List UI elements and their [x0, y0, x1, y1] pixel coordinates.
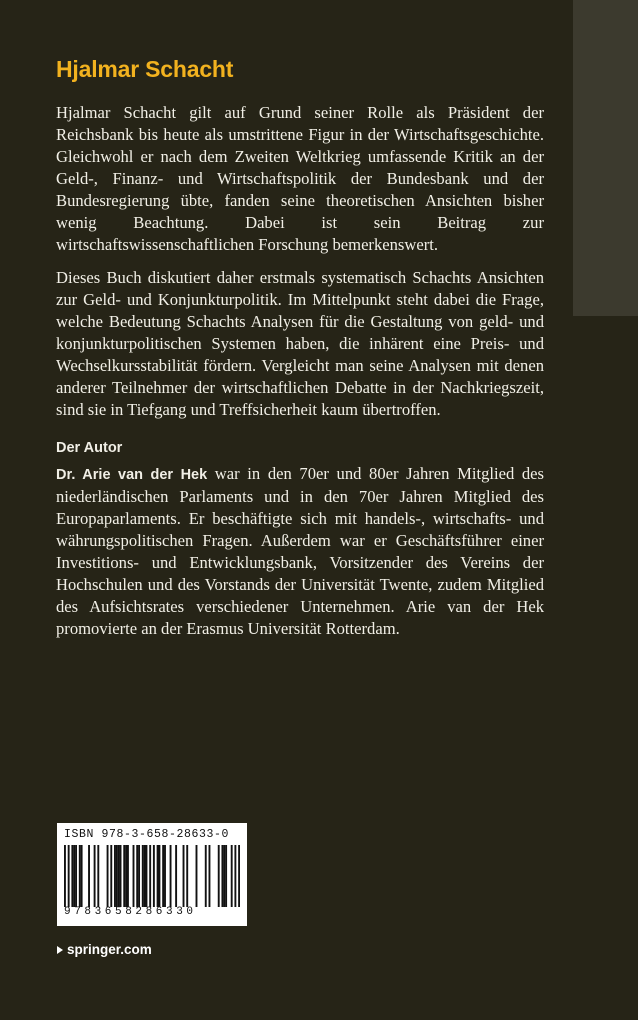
barcode-bar: [238, 845, 240, 907]
author-heading: Der Autor: [56, 440, 123, 456]
author-name: Dr. Arie van der Hek: [56, 467, 208, 483]
isbn-barcode: [57, 823, 247, 926]
barcode-bar: [162, 845, 164, 907]
barcode-bar: [68, 845, 70, 907]
barcode-bar: [118, 845, 120, 907]
barcode-bar: [133, 845, 135, 907]
barcode-bar: [144, 845, 146, 907]
barcode-bar: [97, 845, 99, 907]
barcode-bar: [79, 845, 81, 907]
barcode-bar: [196, 845, 198, 907]
blurb: [56, 102, 544, 651]
author-paragraph: [56, 463, 544, 640]
barcode-bar: [231, 845, 233, 907]
barcode-bar: [73, 845, 75, 907]
barcode-bar: [183, 845, 185, 907]
barcode-bar: [114, 845, 116, 907]
barcode-bar: [88, 845, 90, 907]
barcode-bar: [138, 845, 140, 907]
barcode-bar: [164, 845, 166, 907]
barcode-bar: [205, 845, 207, 907]
barcode-bar: [186, 845, 188, 907]
barcode-bar: [234, 845, 236, 907]
barcode-bar: [116, 845, 118, 907]
isbn-label: ISBN 978-3-658-28633-0: [64, 828, 230, 841]
barcode-bar: [136, 845, 138, 907]
barcode-bar: [75, 845, 77, 907]
publisher-link[interactable]: [57, 942, 152, 957]
barcode-bar: [107, 845, 109, 907]
author-bio: war in den 70er und 80er Jahren Mitglied des niederländischen Parlaments und in den 70er Jahren Mitglied des Europaparlaments. Er beschäftigte sich mit handels-, wirtschafts- und währungspolitischen Fragen. Außerdem war er Geschäftsführer einer Investitions- und Entwicklungsbank, Vorsitzender des Vereins der Hochschulen und des Vorstands der Universität Twente, zudem Mitglied des Aufsichtsrates verschiedener Unternehmen. Arie van der Hek promovierte an der Erasmus Universität Rotterdam.: [56, 464, 544, 638]
barcode-bar: [209, 845, 211, 907]
blurb-paragraph-2: Dieses Buch diskutiert daher erstmals systematisch Schachts Ansichten zur Geld- und Konjunkturpolitik. Im Mittelpunkt steht dabei die Frage, welche Bedeutung Schachts Analysen für die Gestaltung von geld- und konjunkturpolitischen Systemen haben, die inhärent eine Preis- und Wechselkursstabilität fördern. Vergleicht man seine Analysen mit denen anderer Teilnehmer der wirtschaftlichen Debatte in der Nachkriegszeit, sind sie in Tiefgang und Treffsicherheit kaum übertroffen.: [56, 268, 544, 419]
barcode-bar: [158, 845, 160, 907]
barcode-bar: [81, 845, 83, 907]
barcode-bar: [146, 845, 148, 907]
barcode-bar: [125, 845, 127, 907]
barcode-bars: [64, 845, 240, 907]
barcode-bar: [175, 845, 177, 907]
barcode-bar: [94, 845, 96, 907]
barcode-bar: [223, 845, 225, 907]
barcode-bar: [157, 845, 159, 907]
blurb-paragraph-1: Hjalmar Schacht gilt auf Grund seiner Rolle als Präsident der Reichsbank bis heute als umstrittene Figur in der Wirtschaftsgeschichte. Gleichwohl er nach dem Zweiten Weltkrieg umfassende Kritik an der Geld-, Finanz- und Wirtschaftspolitik der Bundesbank und der Bundesregierung übte, fanden seine theoretischen Ansichten bisher wenig Beachtung. Dabei ist sein Beitrag zur wirtschaftswissenschaftlichen Forschung bemerkenswert.: [56, 103, 544, 254]
barcode-bar: [218, 845, 220, 907]
barcode-bar: [127, 845, 129, 907]
barcode-bar: [120, 845, 122, 907]
barcode-bar: [110, 845, 112, 907]
arrow-right-icon: [57, 946, 63, 954]
barcode-bar: [221, 845, 223, 907]
barcode-bar: [142, 845, 144, 907]
barcode-bar: [64, 845, 66, 907]
barcode-bar: [71, 845, 73, 907]
barcode-digits: 9783658286330: [64, 906, 197, 918]
barcode-bar: [149, 845, 151, 907]
barcode-bar: [123, 845, 125, 907]
barcode-bar: [153, 845, 155, 907]
spine-band: [573, 0, 638, 316]
publisher-label: springer.com: [67, 942, 152, 957]
barcode-bar: [225, 845, 227, 907]
barcode-bar: [170, 845, 172, 907]
book-title: Hjalmar Schacht: [56, 56, 234, 82]
